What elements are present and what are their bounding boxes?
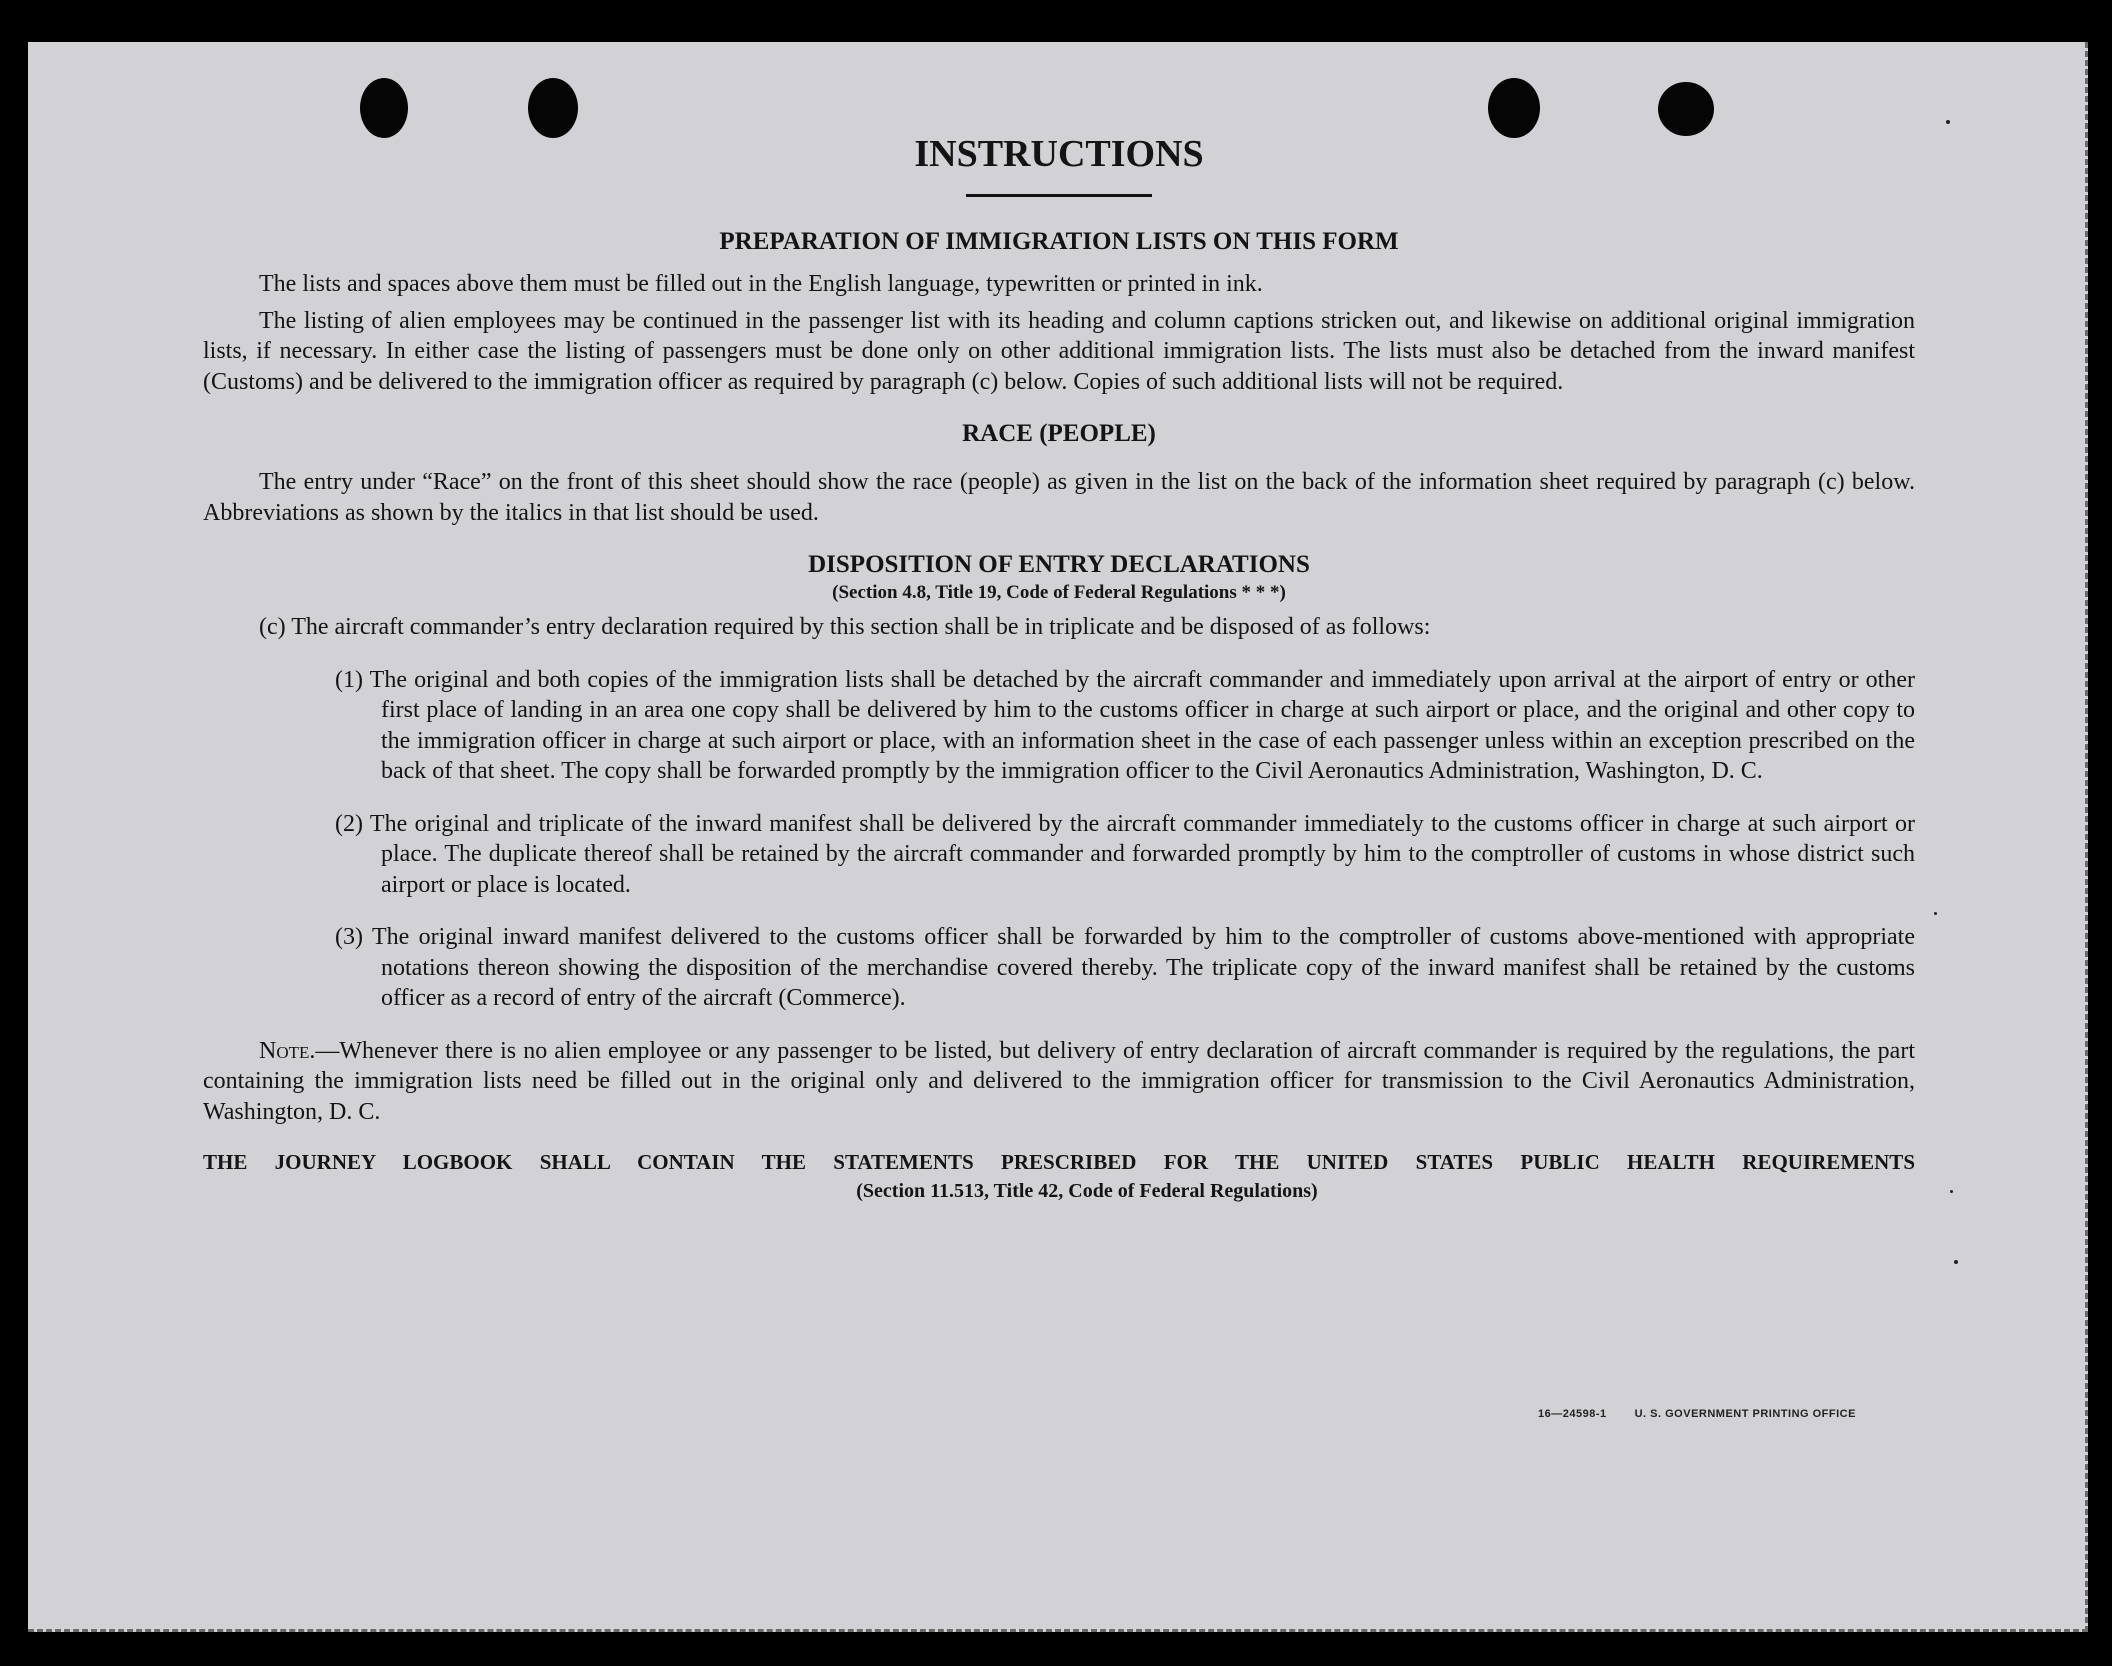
punch-hole-right-1 [1488,78,1540,138]
note-text: —Whenever there is no alien employee or any passenger to be listed, but delivery of entry declaration of aircraft commander is required by the regulations, the part containing the immigration lists need be filled out in the original only and delivered to the immigration officer for transmission to the Civil Aeronautics Administration, Washington, D. C. [203,1037,1915,1125]
title-underline [966,194,1152,197]
disposition-intro [203,612,1915,643]
disposition-heading: DISPOSITION OF ENTRY DECLARATIONS [808,551,1310,578]
race-heading: RACE (PEOPLE) [962,420,1156,447]
page-title: INSTRUCTIONS [914,133,1204,175]
speck [1934,912,1937,915]
disposition-subheading: (Section 4.8, Title 19, Code of Federal Regulations * * *) [832,582,1286,603]
item-number: (1) [335,666,363,693]
punch-hole-left-2 [528,78,578,138]
form-number: 16—24598-1 [1538,1408,1607,1420]
health-requirements-statement: THE JOURNEY LOGBOOK SHALL CONTAIN THE STATEMENTS PRESCRIBED FOR THE UNITED STATES PUBLIC HEALTH REQUIREMENTS [203,1150,1915,1174]
disposition-item-2 [203,809,1915,901]
speck [1954,1260,1958,1264]
health-requirements-reference: (Section 11.513, Title 42, Code of Federal Regulations) [856,1180,1318,1202]
punch-hole-left-1 [360,78,408,138]
paragraph-c-label: (c) [259,614,286,640]
punch-hole-right-2 [1658,82,1714,136]
preparation-heading: PREPARATION OF IMMIGRATION LISTS ON THIS FORM [719,228,1399,255]
disposition-item-1 [203,665,1915,787]
document-sheet [28,42,2088,1632]
race-paragraph: The entry under “Race” on the front of this sheet should show the race (people) as given in the list on the back of the information sheet required by paragraph (c) below. Abbreviations as shown by the italics in that list should be used. [203,469,1915,526]
note-paragraph [203,1036,1915,1128]
speck [1950,1190,1953,1193]
printer-imprint [1538,1408,1856,1420]
preparation-paragraph-1: The lists and spaces above them must be filled out in the English language, typewritten or printed in ink. [259,271,1263,297]
item-number: (2) [335,810,363,837]
item-text: The original inward manifest delivered to the customs officer shall be forwarded by him to the comptroller of customs above-mentioned with appropriate notations thereon showing the disposition of the merchandise covered thereby. The triplicate copy of the inward manifest shall be retained by the customs officer as a record of entry of the aircraft (Commerce). [371,924,1915,1011]
paragraph-c-text: The aircraft commander’s entry declaration required by this section shall be in triplicate and be disposed of as follows: [291,614,1431,640]
item-text: The original and triplicate of the inward manifest shall be delivered by the aircraft commander immediately to the customs officer in charge at such airport or place. The duplicate thereof shall be retained by the aircraft commander and forwarded promptly by him to the comptroller of customs in whose district such airport or place is located. [369,810,1915,898]
note-label: Note. [259,1037,316,1064]
item-number: (3) [335,924,363,950]
item-text: The original and both copies of the immigration lists shall be detached by the aircraft commander and immediately upon arrival at the airport of entry or other first place of landing in an area one copy shall be delivered by him to the customs officer in charge at such airport or place, and the original and other copy to the immigration officer in charge at such airport or place, with an information sheet in the case of each passenger unless within an exception prescribed on the back of that sheet. The copy shall be forwarded promptly by the immigration officer to the Civil Aeronautics Administration, Washington, D. C. [369,666,1915,784]
preparation-paragraph-2: The listing of alien employees may be continued in the passenger list with its heading and column captions stricken out, and likewise on additional original immigration lists, if necessary. In either case the listing of passengers must be done only on other additional immigration lists. The lists must also be detached from the inward manifest (Customs) and be delivered to the immigration officer as required by paragraph (c) below. Copies of such additional lists will not be required. [203,307,1915,395]
instructions-content [203,132,1915,1205]
speck [1946,120,1950,124]
printer-name: U. S. GOVERNMENT PRINTING OFFICE [1634,1408,1856,1420]
disposition-item-3 [203,922,1915,1014]
